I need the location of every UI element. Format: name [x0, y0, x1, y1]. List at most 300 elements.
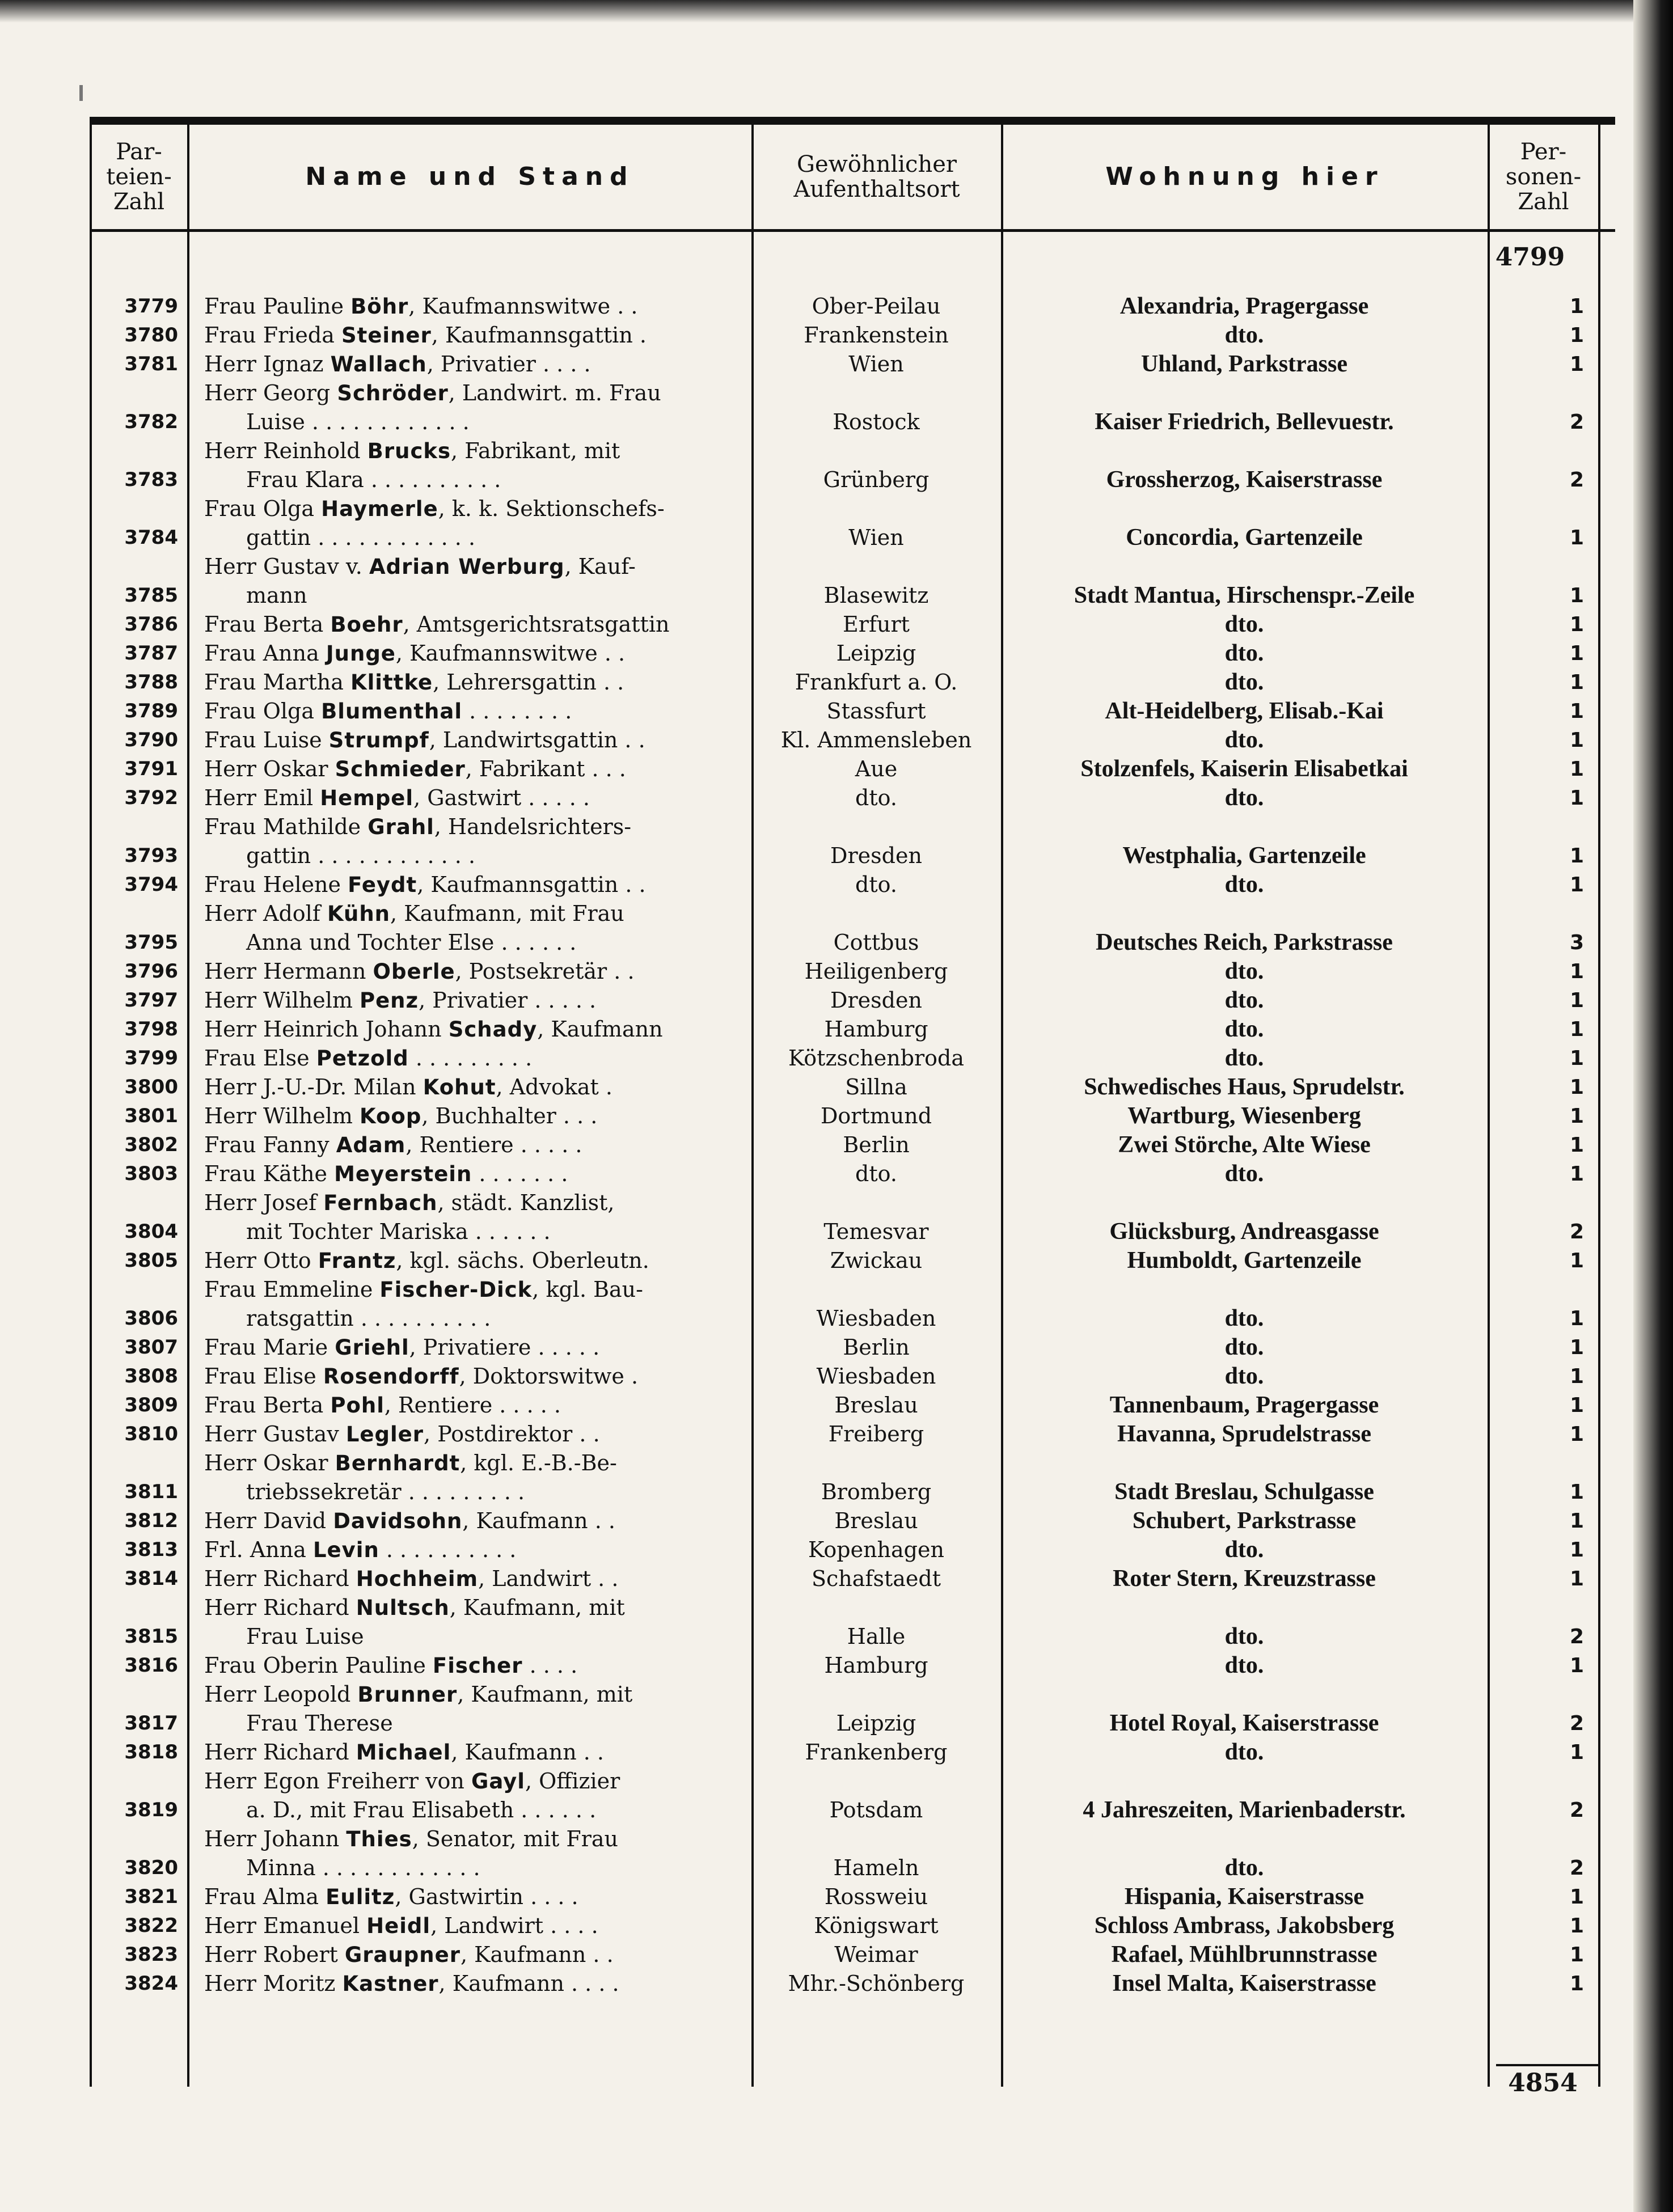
name-text: Minna . . . . . . . . . . . . [246, 1855, 480, 1880]
name-and-status [187, 1969, 751, 1998]
name-and-status [187, 1362, 751, 1391]
name-line [204, 437, 751, 466]
party-number: 3780 [124, 324, 178, 346]
header-line: sonen- [1505, 164, 1582, 190]
surname: Rosendorff [323, 1364, 459, 1389]
occupation-text: , Kaufmann . . [451, 1740, 605, 1765]
local-lodging: dto. [1224, 1537, 1264, 1563]
usual-residence: dto. [855, 785, 897, 810]
usual-residence: Heiligenberg [804, 959, 948, 984]
usual-residence: Kötzschenbroda [788, 1046, 965, 1071]
table-row [90, 1420, 1615, 1449]
table-row [90, 1073, 1615, 1102]
surname: Haymerle [321, 497, 438, 521]
header-wohnung-hier [1002, 128, 1488, 226]
name-line [204, 1044, 751, 1073]
person-count: 1 [1569, 671, 1584, 694]
party-number: 3783 [124, 468, 178, 491]
local-lodging: dto. [1224, 987, 1264, 1013]
usual-residence: Hamburg [824, 1653, 928, 1678]
party-number: 3779 [124, 295, 178, 318]
party-number: 3799 [124, 1047, 178, 1069]
party-number: 3810 [124, 1423, 178, 1445]
name-line [204, 1767, 751, 1796]
name-and-status [187, 1160, 751, 1189]
person-count: 1 [1569, 1394, 1584, 1417]
local-lodging: Roter Stern, Kreuzstrasse [1113, 1566, 1376, 1592]
occupation-text: . . . . . . . [472, 1161, 568, 1186]
header-aufenthaltsort [753, 128, 1001, 226]
name-and-status [187, 1073, 751, 1102]
name-text: Frl. Anna [204, 1537, 313, 1562]
name-line [204, 1420, 751, 1449]
name-and-status [187, 1449, 751, 1507]
occupation-text: , Kaufmannsgattin . . [417, 872, 646, 897]
occupation-text: , Kaufmannswitwe . . [408, 294, 638, 319]
name-text: Herr Gustav [204, 1422, 346, 1447]
party-number: 3781 [124, 353, 178, 375]
name-and-status [187, 1044, 751, 1073]
name-line [204, 1622, 751, 1651]
name-and-status [187, 1102, 751, 1131]
party-number: 3813 [124, 1538, 178, 1561]
person-count: 1 [1569, 873, 1584, 896]
name-line [204, 1478, 751, 1507]
name-text: Herr Otto [204, 1248, 318, 1273]
name-text: triebssekretär . . . . . . . . . [246, 1479, 525, 1504]
name-line [204, 1362, 751, 1391]
surname: Davidsohn [333, 1509, 463, 1533]
surname: Griehl [335, 1335, 409, 1360]
name-line [204, 1449, 751, 1478]
table-row [90, 1564, 1615, 1593]
name-line [204, 1333, 751, 1362]
name-line [204, 1564, 751, 1593]
table-row [90, 1738, 1615, 1767]
usual-residence: Wien [848, 525, 904, 550]
surname: Hochheim [356, 1567, 479, 1591]
surname: Brucks [367, 439, 451, 463]
party-number: 3793 [124, 844, 178, 867]
name-line [204, 1536, 751, 1564]
party-number: 3787 [124, 642, 178, 665]
person-count: 1 [1569, 353, 1584, 376]
person-count: 1 [1569, 1972, 1584, 1995]
local-lodging: Alexandria, Pragergasse [1119, 293, 1369, 319]
name-line [204, 697, 751, 726]
party-number: 3782 [124, 411, 178, 433]
surname: Heidl [366, 1914, 431, 1938]
surname: Feydt [348, 873, 417, 897]
name-text: Frau Emmeline [204, 1277, 380, 1302]
usual-residence: Potsdam [829, 1797, 923, 1822]
occupation-text: , Rentiere . . . . . [405, 1132, 582, 1157]
surname: Adrian Werburg [369, 555, 565, 579]
name-and-status [187, 1911, 751, 1940]
scan-speck [79, 85, 83, 101]
occupation-text: , Kaufmann . . [460, 1942, 614, 1967]
occupation-text: , Kaufmann, mit [449, 1595, 625, 1620]
party-number: 3802 [124, 1134, 178, 1156]
occupation-text: , Kauf- [564, 554, 636, 579]
occupation-text: , Kaufmann [537, 1017, 663, 1042]
usual-residence: Wien [848, 352, 904, 377]
table-row [90, 1246, 1615, 1275]
name-text: Frau Marie [204, 1335, 335, 1360]
name-text: Herr J.-U.-Dr. Milan [204, 1075, 423, 1099]
name-text: Frau Olga [204, 496, 322, 521]
name-line [204, 1940, 751, 1969]
surname: Frantz [318, 1249, 396, 1273]
table-row [90, 957, 1615, 986]
occupation-text: , Landwirt . . [478, 1566, 619, 1591]
surname: Pohl [330, 1393, 385, 1418]
person-count: 1 [1569, 989, 1584, 1012]
name-text: Herr David [204, 1508, 333, 1533]
person-count: 1 [1569, 1741, 1584, 1764]
local-lodging: dto. [1224, 640, 1264, 666]
occupation-text: , Buchhalter . . . [421, 1103, 598, 1128]
name-text: a. D., mit Frau Elisabeth . . . . . . [246, 1797, 597, 1822]
table-row [90, 292, 1615, 321]
usual-residence: Berlin [843, 1335, 910, 1360]
person-count: 2 [1569, 1799, 1584, 1822]
surname: Meyerstein [334, 1162, 472, 1186]
usual-residence: Kopenhagen [808, 1537, 944, 1562]
local-lodging: dto. [1224, 1623, 1264, 1650]
table-row [90, 1969, 1615, 1998]
surname: Petzold [316, 1046, 409, 1071]
register-entries [90, 292, 1615, 1998]
party-number: 3798 [124, 1018, 178, 1041]
party-number: 3816 [124, 1654, 178, 1677]
name-and-status [187, 1883, 751, 1911]
name-and-status [187, 668, 751, 697]
surname: Thies [346, 1827, 412, 1851]
name-text: Frau Pauline [204, 294, 351, 319]
name-text: Frau Anna [204, 641, 326, 666]
local-lodging: Schubert, Parkstrasse [1132, 1508, 1357, 1534]
name-line [204, 1189, 751, 1217]
table-row [90, 1651, 1615, 1680]
person-count: 2 [1569, 1856, 1584, 1880]
person-count: 1 [1569, 1249, 1584, 1272]
name-and-status [187, 1767, 751, 1825]
name-line [204, 1709, 751, 1738]
surname: Schröder [337, 381, 449, 405]
table-row [90, 1189, 1615, 1246]
name-line [204, 1275, 751, 1304]
usual-residence: dto. [855, 872, 897, 897]
usual-residence: Schafstaedt [811, 1566, 941, 1591]
usual-residence: Bromberg [821, 1479, 932, 1504]
name-text: Herr Gustav v. [204, 554, 369, 579]
name-text: Frau Klara . . . . . . . . . . [246, 467, 501, 492]
name-text: Frau Else [204, 1046, 316, 1071]
surname: Junge [326, 641, 396, 666]
name-and-status [187, 321, 751, 350]
name-line [204, 1825, 751, 1854]
name-line [204, 321, 751, 350]
name-line [204, 899, 751, 928]
occupation-text: , kgl. Bau- [532, 1277, 643, 1302]
table-row [90, 813, 1615, 870]
local-lodging: Hispania, Kaiserstrasse [1124, 1884, 1364, 1910]
occupation-text: , Landwirtsgattin . . [429, 728, 645, 752]
usual-residence: Rossweiu [824, 1884, 928, 1909]
name-text: Frau Therese [246, 1711, 393, 1736]
surname: Michael [356, 1740, 451, 1765]
surname: Wallach [330, 352, 427, 377]
local-lodging: Hotel Royal, Kaiserstrasse [1109, 1710, 1379, 1736]
name-and-status [187, 1507, 751, 1536]
name-text: Herr Robert [204, 1942, 345, 1967]
local-lodging: Rafael, Mühlbrunnstrasse [1111, 1942, 1378, 1968]
person-count: 1 [1569, 729, 1584, 752]
table-row [90, 697, 1615, 726]
usual-residence: Hameln [833, 1855, 919, 1880]
name-text: Herr Emanuel [204, 1913, 367, 1938]
local-lodging: Stadt Breslau, Schulgasse [1114, 1479, 1374, 1505]
table-row [90, 1362, 1615, 1391]
person-count: 1 [1569, 1018, 1584, 1041]
name-text: Herr Emil [204, 785, 320, 810]
party-number: 3808 [124, 1365, 178, 1388]
name-text: Anna und Tochter Else . . . . . . [246, 930, 577, 955]
name-text: Herr Heinrich Johann [204, 1017, 449, 1042]
local-lodging: dto. [1224, 1016, 1264, 1042]
name-line [204, 813, 751, 841]
name-line [204, 1969, 751, 1998]
person-count: 3 [1569, 931, 1584, 954]
occupation-text: , Senator, mit Frau [412, 1826, 619, 1851]
name-text: ratsgattin . . . . . . . . . . [246, 1306, 491, 1331]
local-lodging: dto. [1224, 611, 1264, 637]
table-row [90, 755, 1615, 784]
surname: Fischer-Dick [379, 1278, 533, 1302]
name-and-status [187, 639, 751, 668]
name-text: Frau Elise [204, 1364, 323, 1389]
name-line [204, 870, 751, 899]
name-line [204, 1015, 751, 1044]
occupation-text: . . . . [522, 1653, 578, 1678]
person-count: 2 [1569, 1220, 1584, 1244]
name-line [204, 581, 751, 610]
usual-residence: Wiesbaden [816, 1364, 936, 1389]
person-count: 1 [1569, 1134, 1584, 1157]
surname: Brunner [357, 1682, 458, 1707]
usual-residence: Kl. Ammensleben [780, 728, 972, 752]
usual-residence: Dresden [830, 988, 922, 1013]
party-number: 3820 [124, 1856, 178, 1879]
table-row [90, 899, 1615, 957]
name-text: Herr Moritz [204, 1971, 343, 1996]
header-parteien-zahl [91, 128, 187, 226]
local-lodging: Alt-Heidelberg, Elisab.-Kai [1105, 698, 1384, 724]
name-and-status [187, 1420, 751, 1449]
name-and-status [187, 350, 751, 379]
surname: Kastner [342, 1972, 439, 1996]
usual-residence: Ober-Peilau [812, 294, 941, 319]
name-text: Frau Frieda [204, 323, 341, 348]
party-number: 3819 [124, 1799, 178, 1821]
header-text: Wohnung hier [1105, 162, 1384, 191]
name-line [204, 1304, 751, 1333]
name-line [204, 292, 751, 321]
party-number: 3823 [124, 1943, 178, 1966]
table-row [90, 1680, 1615, 1738]
local-lodging: dto. [1224, 1855, 1264, 1881]
occupation-text: , Privatier . . . . [426, 352, 591, 377]
name-line [204, 1796, 751, 1825]
party-number: 3815 [124, 1625, 178, 1648]
party-number: 3796 [124, 960, 178, 983]
party-number: 3784 [124, 526, 178, 549]
usual-residence: Frankenberg [805, 1740, 948, 1765]
party-number: 3805 [124, 1249, 178, 1272]
occupation-text: , Advokat . [496, 1075, 612, 1099]
local-lodging: Westphalia, Gartenzeile [1122, 843, 1366, 869]
party-number: 3806 [124, 1307, 178, 1330]
name-text: Frau Fanny [204, 1132, 336, 1157]
name-line [204, 1854, 751, 1883]
table-row [90, 350, 1615, 379]
local-lodging: Stadt Mantua, Hirschenspr.-Zeile [1074, 582, 1415, 608]
usual-residence: Berlin [843, 1132, 910, 1157]
table-row [90, 668, 1615, 697]
local-lodging: dto. [1224, 958, 1264, 984]
surname: Klittke [350, 670, 433, 695]
person-count: 1 [1569, 960, 1584, 983]
surname: Steiner [341, 323, 432, 348]
name-and-status [187, 870, 751, 899]
name-and-status [187, 726, 751, 755]
name-line [204, 610, 751, 639]
table-row [90, 1015, 1615, 1044]
name-and-status [187, 1189, 751, 1246]
local-lodging: Schloss Ambrass, Jakobsberg [1094, 1913, 1395, 1939]
name-and-status [187, 755, 751, 784]
surname: Graupner [344, 1943, 461, 1967]
party-number: 3809 [124, 1394, 178, 1416]
occupation-text: , Offizier [525, 1769, 620, 1794]
usual-residence: Grünberg [823, 467, 930, 492]
occupation-text: . . . . . . . . . . [379, 1537, 517, 1562]
surname: Legler [345, 1422, 424, 1447]
surname: Gayl [471, 1769, 525, 1794]
person-count: 1 [1569, 1567, 1584, 1591]
usual-residence: Weimar [834, 1942, 918, 1967]
party-number: 3800 [124, 1076, 178, 1098]
surname: Blumenthal [321, 699, 463, 724]
usual-residence: Leipzig [836, 1711, 916, 1736]
surname: Penz [359, 988, 419, 1013]
usual-residence: Zwickau [830, 1248, 923, 1273]
person-count: 1 [1569, 1105, 1584, 1128]
usual-residence: Blasewitz [823, 583, 929, 608]
surname: Eulitz [326, 1885, 395, 1909]
surname: Bernhardt [335, 1451, 461, 1475]
table-row [90, 494, 1615, 552]
occupation-text: , Amtsgerichtsratsgattin [403, 612, 670, 637]
scan-border-right [1633, 0, 1673, 2212]
usual-residence: Sillna [845, 1075, 907, 1099]
party-number: 3803 [124, 1162, 178, 1185]
person-count: 1 [1569, 1336, 1584, 1359]
person-count: 2 [1569, 411, 1584, 434]
occupation-text: , Kaufmann . . . . [438, 1971, 619, 1996]
name-and-status [187, 899, 751, 957]
table-row [90, 1044, 1615, 1073]
local-lodging: dto. [1224, 727, 1264, 753]
occupation-text: , Postsekretär . . [455, 959, 635, 984]
person-count: 1 [1569, 1076, 1584, 1099]
name-and-status [187, 610, 751, 639]
person-count: 1 [1569, 700, 1584, 723]
surname: Schady [448, 1017, 538, 1042]
header-bottom-rule [90, 229, 1615, 232]
header-personen-zahl [1489, 128, 1598, 226]
occupation-text: , Fabrikant . . . [465, 756, 626, 781]
name-line [204, 552, 751, 581]
header-line: Per- [1520, 139, 1567, 165]
table-row [90, 610, 1615, 639]
table-row [90, 1131, 1615, 1160]
person-count: 1 [1569, 1914, 1584, 1938]
party-number: 3822 [124, 1914, 178, 1937]
name-text: Frau Olga [204, 699, 322, 724]
surname: Oberle [373, 959, 455, 984]
local-lodging: dto. [1224, 872, 1264, 898]
surname: Hempel [320, 786, 414, 810]
name-line [204, 986, 751, 1015]
local-lodging: dto. [1224, 1739, 1264, 1765]
name-text: Frau Luise [204, 728, 329, 752]
local-lodging: Stolzenfels, Kaiserin Elisabetkai [1080, 756, 1408, 782]
party-number: 3788 [124, 671, 178, 693]
name-text: Herr Leopold [204, 1682, 358, 1707]
usual-residence: Leipzig [836, 641, 916, 666]
name-and-status [187, 986, 751, 1015]
usual-residence: Breslau [834, 1508, 918, 1533]
name-and-status [187, 1940, 751, 1969]
usual-residence: Rostock [833, 409, 920, 434]
party-number: 3824 [124, 1972, 178, 1995]
table-row [90, 1275, 1615, 1333]
name-and-status [187, 1680, 751, 1738]
person-count: 2 [1569, 468, 1584, 492]
surname: Boehr [330, 612, 403, 637]
table-row [90, 1507, 1615, 1536]
name-text: Frau Oberin Pauline [204, 1653, 433, 1678]
surname: Nultsch [356, 1596, 450, 1620]
name-and-status [187, 1015, 751, 1044]
header-line: Zahl [113, 189, 165, 215]
local-lodging: Tannenbaum, Pragergasse [1109, 1392, 1379, 1418]
header-name-und-stand [188, 128, 751, 226]
name-line [204, 1883, 751, 1911]
name-text: mit Tochter Mariska . . . . . . [246, 1219, 551, 1244]
local-lodging: Zwei Störche, Alte Wiese [1118, 1132, 1371, 1158]
usual-residence: Dresden [830, 843, 922, 868]
name-and-status [187, 813, 751, 870]
carry-forward-total: 4854 [1508, 2069, 1578, 2097]
usual-residence: Breslau [834, 1393, 918, 1418]
occupation-text: , Landwirt . . . . [430, 1913, 598, 1938]
party-number: 3786 [124, 613, 178, 636]
person-count: 1 [1569, 295, 1584, 318]
table-row [90, 1536, 1615, 1564]
